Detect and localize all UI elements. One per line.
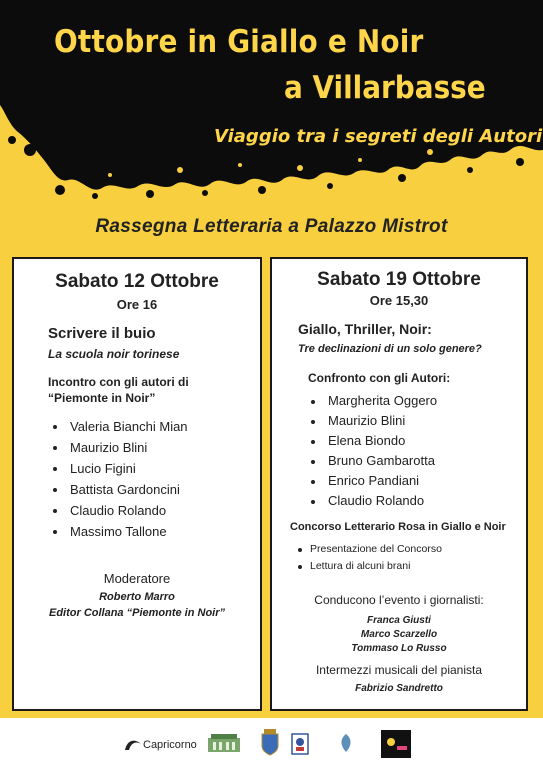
contest-title: Concorso Letterario Rosa in Giallo e Noir	[290, 521, 506, 533]
right-intro: Confronto con gli Autori:	[308, 371, 451, 385]
sponsor-logos	[0, 718, 543, 768]
list-item: Claudio Rolando	[308, 491, 437, 511]
contest-list	[296, 541, 442, 575]
list-item: Lettura di alcuni brani	[296, 558, 442, 575]
list-item: Presentazione del Concorso	[296, 541, 442, 558]
event-banner: Rassegna Letteraria a Palazzo Mistrot	[95, 216, 448, 237]
host-name: Tommaso Lo Russo	[351, 643, 447, 654]
capricorno-logo-icon	[123, 738, 143, 752]
list-item: Elena Biondo	[308, 431, 437, 451]
moderator-role: Editor Collana “Piemonte in Noir”	[48, 607, 226, 619]
list-item: Battista Gardoncini	[50, 479, 188, 500]
left-day: Sabato 12 Ottobre	[55, 271, 219, 292]
list-item: Margherita Oggero	[308, 391, 437, 411]
host-name: Marco Scarzello	[360, 629, 438, 640]
moderator-label: Moderatore	[103, 571, 171, 586]
hosts-label: Conducono l’evento i giornalisti:	[314, 593, 484, 607]
left-topic-sub: La scuola noir torinese	[48, 347, 180, 361]
host-name: Franca Giusti	[367, 615, 431, 626]
list-item: Bruno Gambarotta	[308, 451, 437, 471]
left-hour: Ore 16	[116, 297, 158, 312]
right-day: Sabato 19 Ottobre	[317, 269, 481, 290]
header-hero	[0, 0, 543, 200]
list-item: Valeria Bianchi Mian	[50, 416, 188, 437]
left-author-list	[50, 416, 188, 542]
right-hour: Ore 15,30	[369, 293, 429, 308]
right-topic-sub: Tre declinazioni di un solo genere?	[298, 343, 482, 355]
list-item: Massimo Tallone	[50, 521, 188, 542]
list-item: Maurizio Blini	[308, 411, 437, 431]
solidale-logo-icon	[336, 732, 356, 754]
left-intro-2: “Piemonte in Noir”	[48, 391, 156, 405]
list-item: Maurizio Blini	[50, 437, 188, 458]
pianist-name: Fabrizio Sandretto	[355, 683, 443, 694]
list-item: Lucio Figini	[50, 458, 188, 479]
palazzo-logo-icon	[207, 732, 241, 754]
left-intro-1: Incontro con gli autori di	[48, 375, 189, 389]
music-label: Intermezzi musicali del pianista	[315, 663, 483, 677]
list-item: Claudio Rolando	[50, 500, 188, 521]
list-item: Enrico Pandiani	[308, 471, 437, 491]
municipal-crest-icon	[260, 728, 280, 756]
giallo-noir-logo-icon	[381, 730, 411, 758]
title-line-2: a Villarbasse	[284, 70, 486, 106]
program-card-right	[270, 257, 528, 711]
title-line-1: Ottobre in Giallo e Noir	[54, 24, 424, 60]
right-topic: Giallo, Thriller, Noir:	[298, 321, 432, 337]
capricorno-logo-text: Capricorno	[143, 739, 197, 751]
moderator-name: Roberto Marro	[99, 591, 175, 603]
left-topic: Scrivere il buio	[48, 325, 156, 342]
association-logo-icon	[290, 732, 310, 756]
program-card-left	[12, 257, 262, 711]
right-author-list	[308, 391, 437, 511]
subtitle: Viaggio tra i segreti degli Autori	[214, 126, 543, 147]
